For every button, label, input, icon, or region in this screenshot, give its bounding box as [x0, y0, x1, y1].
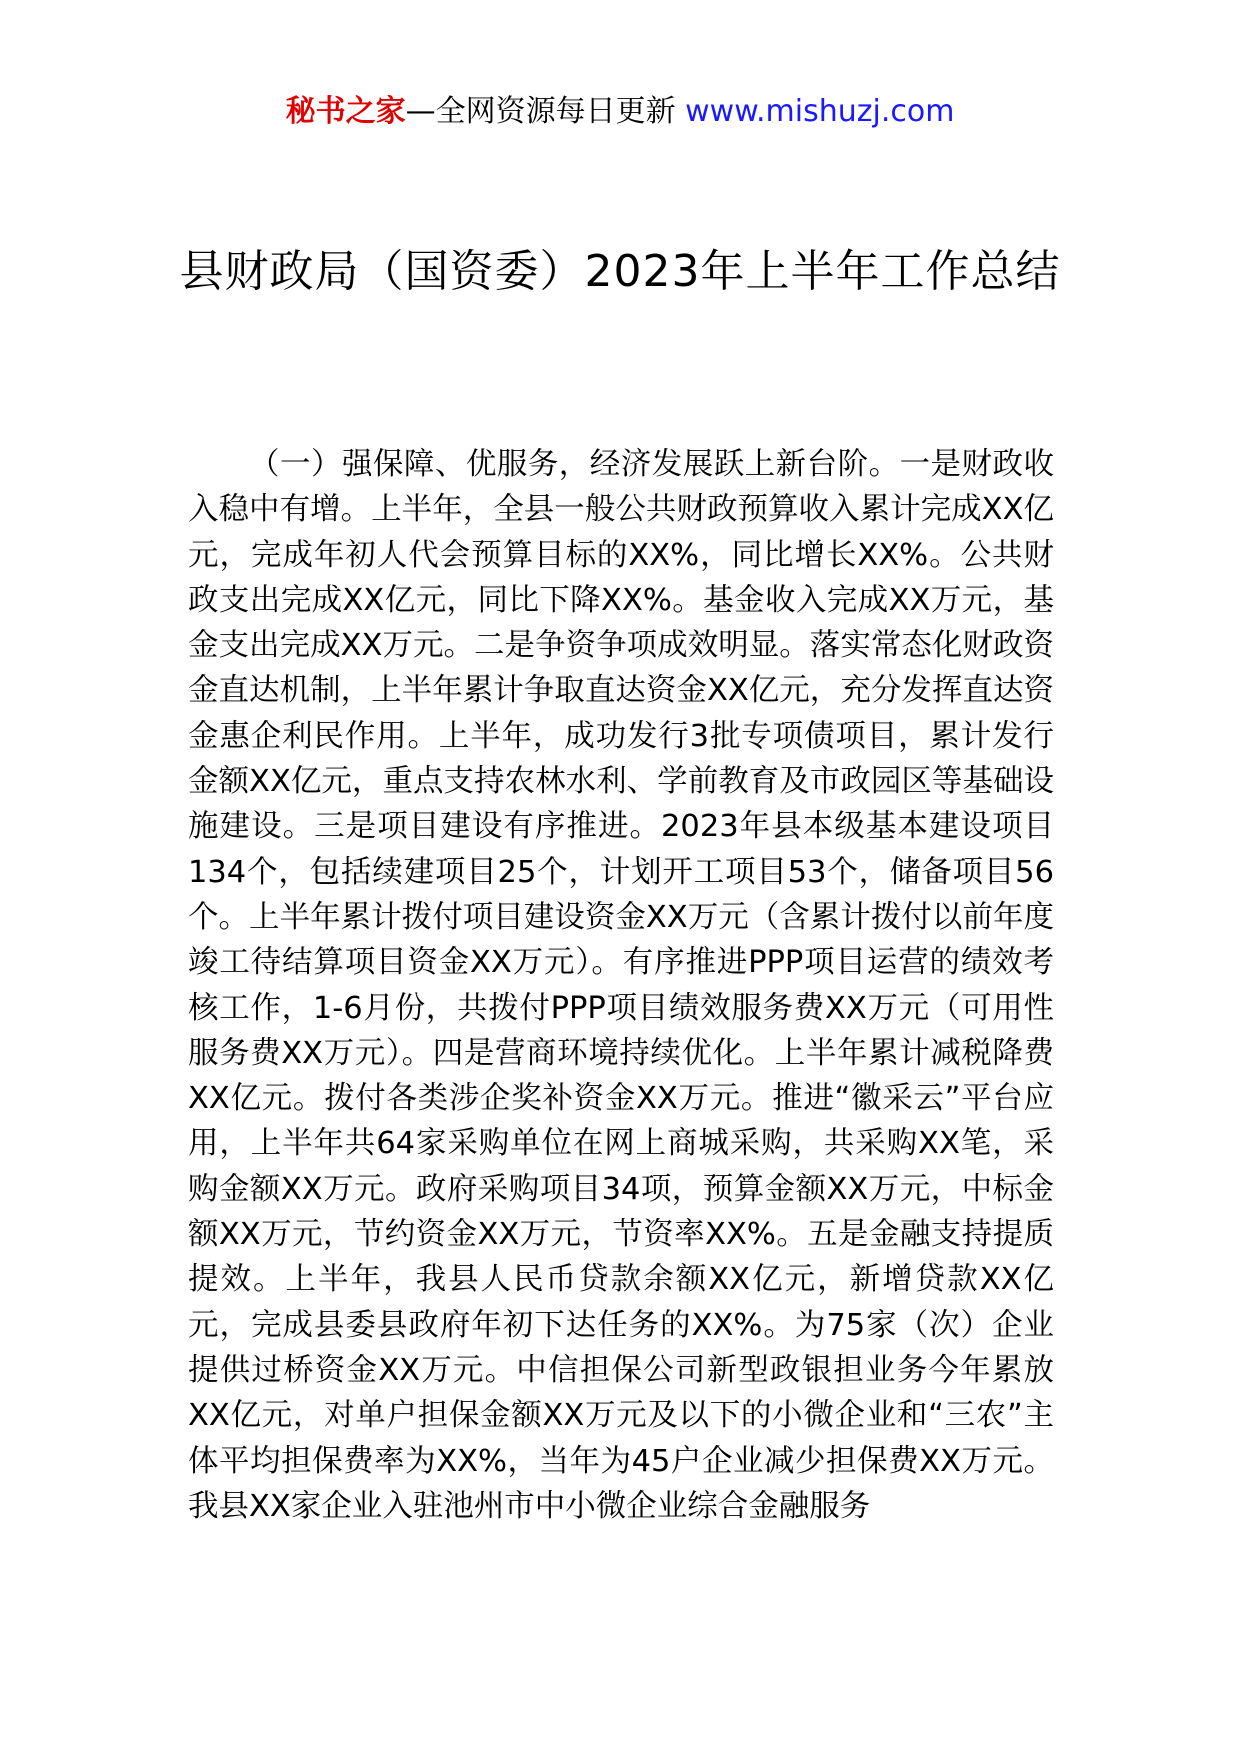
site-url-link[interactable]: www.mishuzj.com [685, 94, 955, 129]
body-paragraph: （一）强保障、优服务，经济发展跃上新台阶。一是财政收入稳中有增。上半年，全县一般公共财政预算收入累计完成XX亿元，完成年初人代会预算目标的XX%，同比增长XX%。公共财政支出完成XX亿元，同比下降XX%。基金收入完成XX万元，基金支出完成XX万元。二是争资争项成效明显。落实常态化财政资金直达机制，上半年累计争取直达资金XX亿元，充分发挥直达资金惠企利民作用。上半年，成功发行3批专项债项目，累计发行金额XX亿元，重点支持农林水利、学前教育及市政园区等基础设施建设。三是项目建设有序推进。2023年县本级基本建设项目134个，包括续建项目25个，计划开工项目53个，储备项目56个。上半年累计拨付项目建设资金XX万元（含累计拨付以前年度竣工待结算项目资金XX万元）。有序推进PPP项目运营的绩效考核工作，1-6月份，共拨付PPP项目绩效服务费XX万元（可用性服务费XX万元）。四是营商环境持续优化。上半年累计减税降费XX亿元。拨付各类涉企奖补资金XX万元。推进“徽采云”平台应用，上半年共64家采购单位在网上商城采购，共采购XX笔，采购金额XX万元。政府采购项目34项，预算金额XX万元，中标金额XX万元，节约资金XX万元，节资率XX%。五是金融支持提质提效。上半年，我县人民币贷款余额XX亿元，新增贷款XX亿元，完成县委县政府年初下达任务的XX%。为75家（次）企业提供过桥资金XX万元。中信担保公司新型政银担业务今年累放XX亿元，对单户担保金额XX万元及以下的小微企业和“三农”主体平均担保费率为XX%，当年为45户企业减少担保费XX万元。我县XX家企业入驻池州市中小微企业综合金融服务 [188, 447, 1054, 1524]
site-tagline: —全网资源每日更新 [405, 94, 676, 129]
document-title: 县财政局（国资委）2023年上半年工作总结 [179, 246, 1061, 297]
site-brand: 秘书之家 [285, 94, 406, 129]
site-header [0, 92, 1240, 132]
